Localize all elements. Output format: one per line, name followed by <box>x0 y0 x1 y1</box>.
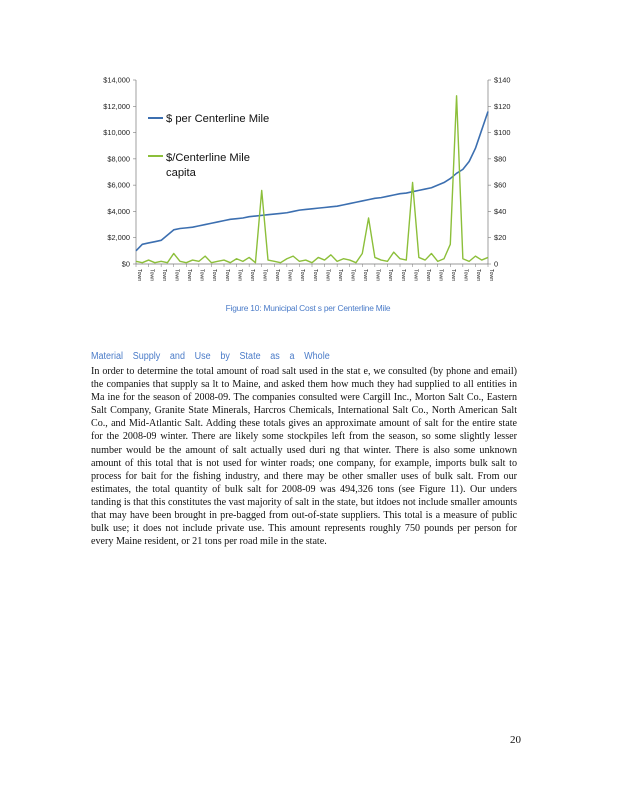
x-tick-label: Town <box>274 269 281 282</box>
x-tick-label: Town <box>236 269 243 282</box>
x-tick-label: Town <box>412 269 419 282</box>
x-tick-label: Town <box>135 269 142 282</box>
x-tick-label: Town <box>424 269 431 282</box>
x-tick-label: Town <box>324 269 331 282</box>
legend-label-blue: $ per Centerline Mile <box>166 113 270 125</box>
series-line-cost-per-mile <box>136 112 488 251</box>
y-left-tick-label: $2,000 <box>107 233 130 243</box>
chart <box>88 72 528 304</box>
y-left-tick-label: $4,000 <box>107 206 130 216</box>
y-left-tick-label: $6,000 <box>107 180 130 190</box>
page-number: 20 <box>510 734 521 746</box>
x-tick-label: Town <box>173 269 180 282</box>
x-tick-label: Town <box>462 269 469 282</box>
x-tick-label: Town <box>160 269 167 282</box>
legend-label-green-line2: capita <box>166 167 196 179</box>
y-right-tick-label: $20 <box>494 233 507 243</box>
x-tick-label: Town <box>362 269 369 282</box>
x-tick-label: Town <box>437 269 444 282</box>
body-paragraph: In order to determine the total amount of road salt used in the stat e, we consulted (by phone and email) the companies that supply sa lt to Maine, and asked them how much they had supplied to all entities in Ma ine for the season of 2008-09. The companies consulted were Cargill Inc., Morton Salt Co., Eastern Salt Company, Granite State Minerals, Harcros Chemicals, International Salt Co., North American Salt Co., and Mid-Atlantic Salt. Adding these totals gives an approximate amount of salt for the entire state for the 2008-09 winter. There are likely some stockpiles left from the season, so some slightly lesser number would be the amount of salt actually used duri ng that winter. There is also some unknown amount of this total that is not used for winter roads; one company, for example, imports bulk salt to process for bait for the fishing industry, and there may be other smaller uses of bulk salt. From our estimates, the total quantity of bulk salt for 2008-09 was 494,326 tons (see Figure 11). Our unders tanding is that this constitutes the vast majority of salt in the state, but itdoes not include smaller amounts that may have been brought in pre-bagged from out-of-state suppliers. This total is a measure of public bulk use; it does not include private use. This amount represents roughly 750 pounds per person for every Maine resident, or 21 tons per road mile in the state. <box>91 366 517 548</box>
x-tick-label: Town <box>223 269 230 282</box>
x-tick-label: Town <box>311 269 318 282</box>
x-tick-label: Town <box>487 269 494 282</box>
x-tick-label: Town <box>299 269 306 282</box>
x-tick-label: Town <box>374 269 381 282</box>
y-right-tick-label: $140 <box>494 75 511 85</box>
x-tick-label: Town <box>248 269 255 282</box>
y-right-tick-label: $120 <box>494 101 511 111</box>
y-right-tick-label: $80 <box>494 154 507 164</box>
x-tick-label: Town <box>399 269 406 282</box>
figure-caption: Figure 10: Municipal Cost s per Centerline Mile <box>225 303 391 313</box>
y-left-tick-label: $10,000 <box>103 128 130 138</box>
section-heading: Material Supply and Use by State as a Whole <box>91 351 330 362</box>
x-tick-label: Town <box>198 269 205 282</box>
y-right-tick-label: $40 <box>494 206 507 216</box>
x-tick-label: Town <box>387 269 394 282</box>
y-right-tick-label: 0 <box>494 259 499 269</box>
x-tick-label: Town <box>349 269 356 282</box>
y-right-tick-label: $100 <box>494 128 511 138</box>
x-tick-label: Town <box>186 269 193 282</box>
x-tick-label: Town <box>286 269 293 282</box>
x-tick-label: Town <box>450 269 457 282</box>
x-tick-label: Town <box>261 269 268 282</box>
x-tick-label: Town <box>336 269 343 282</box>
y-right-tick-label: $60 <box>494 180 507 190</box>
x-tick-label: Town <box>148 269 155 282</box>
y-left-tick-label: $12,000 <box>103 101 130 111</box>
y-left-tick-label: $8,000 <box>107 154 130 164</box>
legend-label-green-line1: $/Centerline Mile <box>166 152 250 164</box>
y-left-tick-label: $0 <box>121 259 130 269</box>
x-tick-label: Town <box>211 269 218 282</box>
y-left-tick-label: $14,000 <box>103 75 130 85</box>
x-tick-label: Town <box>475 269 482 282</box>
